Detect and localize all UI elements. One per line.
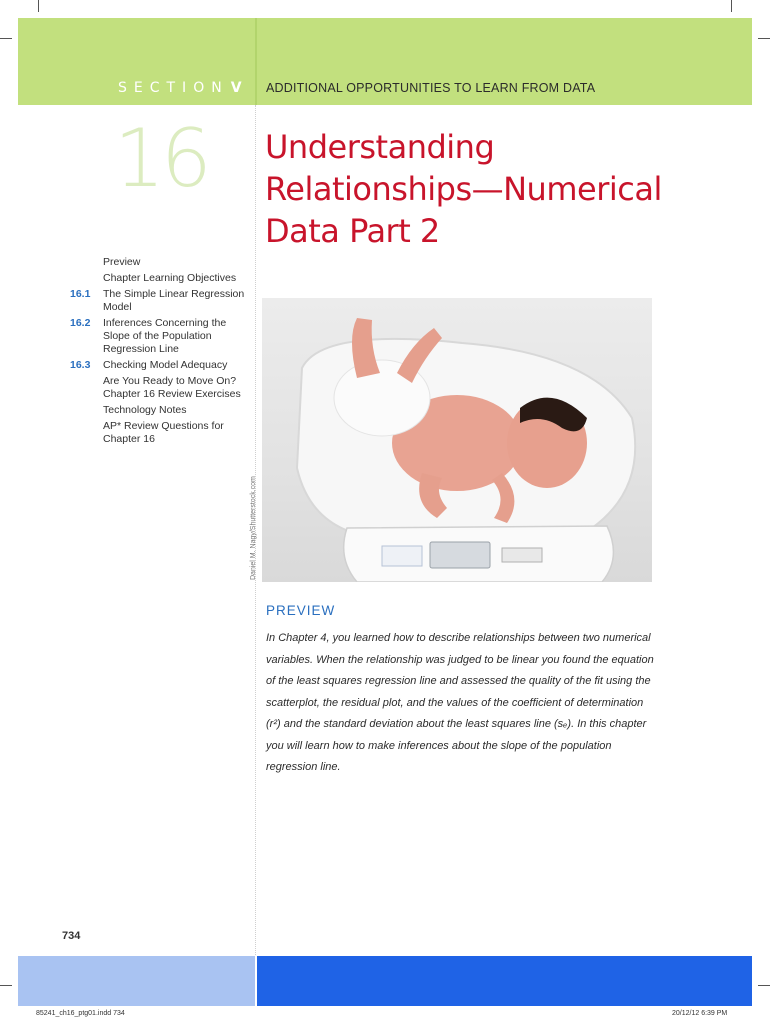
scale-buttons xyxy=(502,548,542,562)
toc-item-number: 16.2 xyxy=(70,317,91,329)
baby-on-scale-illustration xyxy=(262,298,652,582)
photo-credit: Daniel M. Nagy/Shutterstock.com xyxy=(250,476,257,580)
chapter-title-line: Relationships—Numerical xyxy=(265,170,662,208)
page-number: 734 xyxy=(62,930,81,942)
crop-mark xyxy=(758,38,770,39)
date-slug: 20/12/12 6:39 PM xyxy=(672,1010,728,1017)
toc-item-number xyxy=(70,404,103,417)
toc-item-number xyxy=(70,272,103,285)
section-word: SECTION xyxy=(118,80,229,96)
chapter-title-line: Data Part 2 xyxy=(265,212,440,250)
baby-on-scale-image xyxy=(262,298,652,582)
toc-item[interactable] xyxy=(70,288,250,314)
toc-item-label: Technology Notes xyxy=(103,404,187,416)
crop-mark xyxy=(758,985,770,986)
scale-display xyxy=(430,542,490,568)
header-divider xyxy=(255,18,257,105)
crop-mark xyxy=(731,0,732,12)
toc-item[interactable] xyxy=(70,256,250,269)
toc-item-number: 16.3 xyxy=(70,359,91,371)
toc-item[interactable] xyxy=(70,317,250,356)
chapter-toc xyxy=(70,256,250,449)
footer-band-right xyxy=(257,956,752,1006)
scale-label xyxy=(382,546,422,566)
toc-item-number xyxy=(70,375,103,401)
toc-item[interactable] xyxy=(70,420,250,446)
preview-heading: PREVIEW xyxy=(266,603,336,618)
toc-item-label: Chapter Learning Objectives xyxy=(103,272,237,284)
toc-item[interactable] xyxy=(70,272,250,285)
section-label xyxy=(118,80,242,96)
chapter-number: 16 xyxy=(114,112,208,205)
section-title: ADDITIONAL OPPORTUNITIES TO LEARN FROM DATA xyxy=(266,81,596,95)
chapter-title xyxy=(265,126,745,252)
toc-item-label: Preview xyxy=(103,256,141,268)
toc-item-label: The Simple Linear Regression Model xyxy=(103,288,245,313)
toc-item-number xyxy=(70,256,103,269)
file-slug: 85241_ch16_ptg01.indd 734 xyxy=(36,1010,125,1017)
toc-item[interactable] xyxy=(70,375,250,401)
toc-item[interactable] xyxy=(70,359,250,372)
toc-item-label: AP* Review Questions for Chapter 16 xyxy=(103,420,224,445)
toc-item[interactable] xyxy=(70,404,250,417)
toc-item-number: 16.1 xyxy=(70,288,91,300)
crop-mark xyxy=(0,38,12,39)
toc-item-label: Are You Ready to Move On? Chapter 16 Review Exercises xyxy=(103,375,241,400)
footer-band-left xyxy=(18,956,255,1006)
preview-body: In Chapter 4, you learned how to describe relationships between two numerical variables. When the relationship was judged to be linear you found the equation of the least squares regression line and assessed the quality of the fit using the scatterplot, the residual plot, and the values of the coefficient of determination (r²) and the standard deviation about the least squares line (sₑ). In this chapter you will learn how to make inferences about the slope of the population regression line. xyxy=(266,632,654,773)
toc-item-label: Inferences Concerning the Slope of the Population Regression Line xyxy=(103,317,227,355)
chapter-title-line: Understanding xyxy=(265,128,495,166)
crop-mark xyxy=(38,0,39,12)
toc-item-number xyxy=(70,420,103,446)
crop-mark xyxy=(0,985,12,986)
toc-item-label: Checking Model Adequacy xyxy=(103,359,228,371)
section-roman: V xyxy=(230,80,242,96)
